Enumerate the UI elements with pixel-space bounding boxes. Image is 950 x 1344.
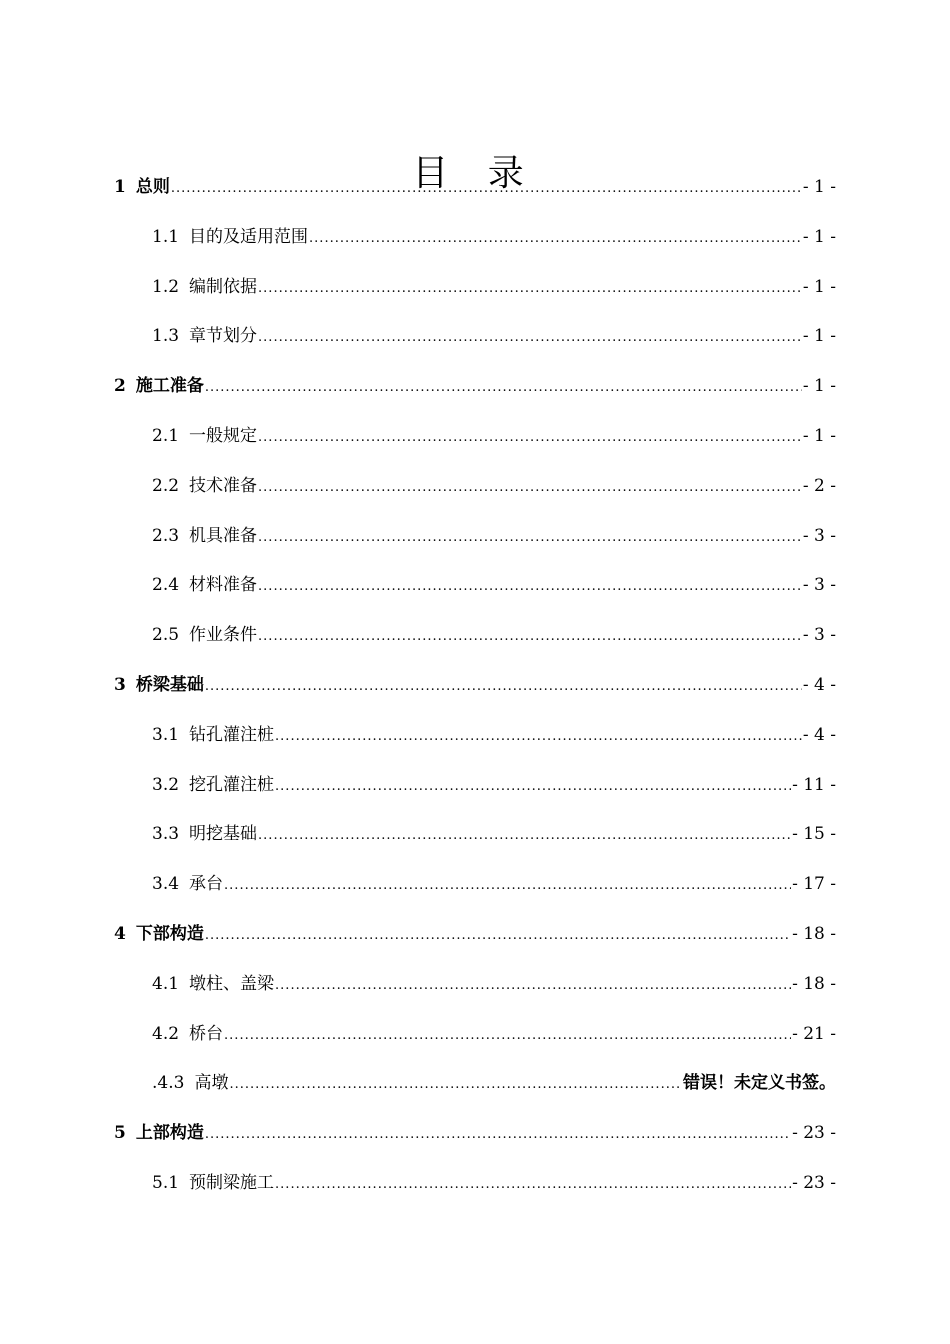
- toc-entry-label: 预制梁施工: [189, 1173, 275, 1193]
- toc-chapter-entry[interactable]: [114, 175, 836, 199]
- toc-entry-label: 编制依据: [189, 277, 258, 297]
- toc-section-entry[interactable]: [152, 524, 836, 548]
- toc-dot-leader: [258, 424, 802, 450]
- toc-page-number: - 15 -: [792, 824, 836, 844]
- toc-page-number: - 1 -: [802, 177, 836, 197]
- toc-entry-number: 1.1: [152, 227, 180, 247]
- toc-section-entry[interactable]: [152, 1171, 836, 1195]
- toc-entry-label: 钻孔灌注桩: [189, 725, 275, 745]
- toc-dot-leader: [258, 524, 802, 550]
- toc-dot-leader: [224, 872, 791, 898]
- toc-dot-leader: [224, 1022, 791, 1048]
- toc-chapter-entry[interactable]: [114, 1121, 836, 1145]
- toc-entry-label: 桥台: [189, 1024, 224, 1044]
- toc-section-entry[interactable]: [152, 474, 836, 498]
- toc-dot-leader: [275, 773, 791, 799]
- toc-chapter-entry[interactable]: [114, 374, 836, 398]
- toc-entry-label: 机具准备: [189, 526, 258, 546]
- toc-entry-label: 技术准备: [189, 476, 258, 496]
- toc-dot-leader: [275, 972, 791, 998]
- toc-entry-label: 施工准备: [135, 376, 204, 396]
- toc-page-number: - 3 -: [802, 575, 836, 595]
- toc-entry-number: 1.2: [152, 277, 180, 297]
- toc-entry-number: 4.1: [152, 974, 180, 994]
- toc-dot-leader: [205, 922, 791, 948]
- toc-dot-leader: [258, 623, 802, 649]
- toc-dot-leader: [258, 275, 802, 301]
- toc-dot-leader: [258, 573, 802, 599]
- toc-section-entry[interactable]: [152, 872, 836, 896]
- toc-entry-number: 1: [114, 177, 126, 197]
- toc-section-entry[interactable]: [152, 1022, 836, 1046]
- toc-entry-number: 2.4: [152, 575, 180, 595]
- toc-section-entry[interactable]: [152, 773, 836, 797]
- toc-entry-label: 章节划分: [189, 326, 258, 346]
- toc-page-number: - 17 -: [792, 874, 836, 894]
- toc-page-number: - 1 -: [802, 376, 836, 396]
- toc-section-entry[interactable]: [152, 1071, 836, 1095]
- toc-page-number: - 23 -: [792, 1123, 836, 1143]
- toc-entry-number: 2: [114, 376, 126, 396]
- toc-entry-number: 5.1: [152, 1173, 180, 1193]
- toc-entry-number: 3.2: [152, 775, 180, 795]
- toc-section-entry[interactable]: [152, 225, 836, 249]
- toc-entry-label: 材料准备: [189, 575, 258, 595]
- toc-entry-label: 墩柱、盖梁: [189, 974, 275, 994]
- toc-page-number: - 3 -: [802, 526, 836, 546]
- toc-page-number: - 1 -: [802, 227, 836, 247]
- toc-entry-label: 桥梁基础: [135, 675, 204, 695]
- toc-entry-label: 承台: [189, 874, 224, 894]
- toc-dot-leader: [229, 1071, 682, 1097]
- toc-entry-number: .4.3: [152, 1073, 185, 1093]
- toc-entry-label: 高墩: [194, 1073, 229, 1093]
- toc-section-entry[interactable]: [152, 723, 836, 747]
- toc-dot-leader: [275, 1171, 791, 1197]
- toc-page-number: - 18 -: [792, 974, 836, 994]
- toc-entry-number: 5: [114, 1123, 126, 1143]
- toc-page-number: - 1 -: [802, 426, 836, 446]
- toc-entry-label: 一般规定: [189, 426, 258, 446]
- toc-entry-label: 目的及适用范围: [189, 227, 309, 247]
- toc-page-number: - 4 -: [802, 675, 836, 695]
- toc-entry-number: 4.2: [152, 1024, 180, 1044]
- toc-entry-label: 总则: [135, 177, 170, 197]
- toc-page-number: - 23 -: [792, 1173, 836, 1193]
- toc-entry-number: 2.5: [152, 625, 180, 645]
- toc-section-entry[interactable]: [152, 822, 836, 846]
- toc-entry-number: 2.1: [152, 426, 180, 446]
- toc-page-number: - 21 -: [792, 1024, 836, 1044]
- toc-entry-number: 3: [114, 675, 126, 695]
- toc-entry-label: 下部构造: [135, 924, 204, 944]
- toc-page-number: - 4 -: [802, 725, 836, 745]
- toc-title: 目 录: [412, 153, 538, 195]
- toc-chapter-entry[interactable]: [114, 673, 836, 697]
- toc-dot-leader: [309, 225, 802, 251]
- toc-section-entry[interactable]: [152, 573, 836, 597]
- toc-section-entry[interactable]: [152, 324, 836, 348]
- toc-section-entry[interactable]: [152, 623, 836, 647]
- toc-entry-label: 作业条件: [189, 625, 258, 645]
- toc-dot-leader: [258, 474, 802, 500]
- toc-section-entry[interactable]: [152, 424, 836, 448]
- toc-entry-label: 上部构造: [135, 1123, 204, 1143]
- toc-entry-number: 3.3: [152, 824, 180, 844]
- toc-page-number: - 3 -: [802, 625, 836, 645]
- toc-dot-leader: [205, 374, 802, 400]
- toc-chapter-entry[interactable]: [114, 922, 836, 946]
- toc-entry-number: 2.3: [152, 526, 180, 546]
- toc-entry-number: 4: [114, 924, 126, 944]
- toc-entry-number: 2.2: [152, 476, 180, 496]
- toc-page-number: - 2 -: [802, 476, 836, 496]
- toc-dot-leader: [275, 723, 802, 749]
- toc-entry-label: 明挖基础: [189, 824, 258, 844]
- toc-section-entry[interactable]: [152, 275, 836, 299]
- toc-entry-number: 3.1: [152, 725, 180, 745]
- toc-page-number: - 11 -: [792, 775, 836, 795]
- toc-dot-leader: [171, 175, 802, 201]
- toc-section-entry[interactable]: [152, 972, 836, 996]
- toc-entry-number: 1.3: [152, 326, 180, 346]
- toc-page-number: - 18 -: [792, 924, 836, 944]
- toc-dot-leader: [258, 822, 791, 848]
- toc-page-number: - 1 -: [802, 326, 836, 346]
- toc-bookmark-error: 错误！未定义书签。: [683, 1073, 836, 1093]
- toc-dot-leader: [205, 673, 802, 699]
- toc-entry-label: 挖孔灌注桩: [189, 775, 275, 795]
- toc-dot-leader: [258, 324, 802, 350]
- toc-dot-leader: [205, 1121, 791, 1147]
- toc-page-number: - 1 -: [802, 277, 836, 297]
- toc-entry-number: 3.4: [152, 874, 180, 894]
